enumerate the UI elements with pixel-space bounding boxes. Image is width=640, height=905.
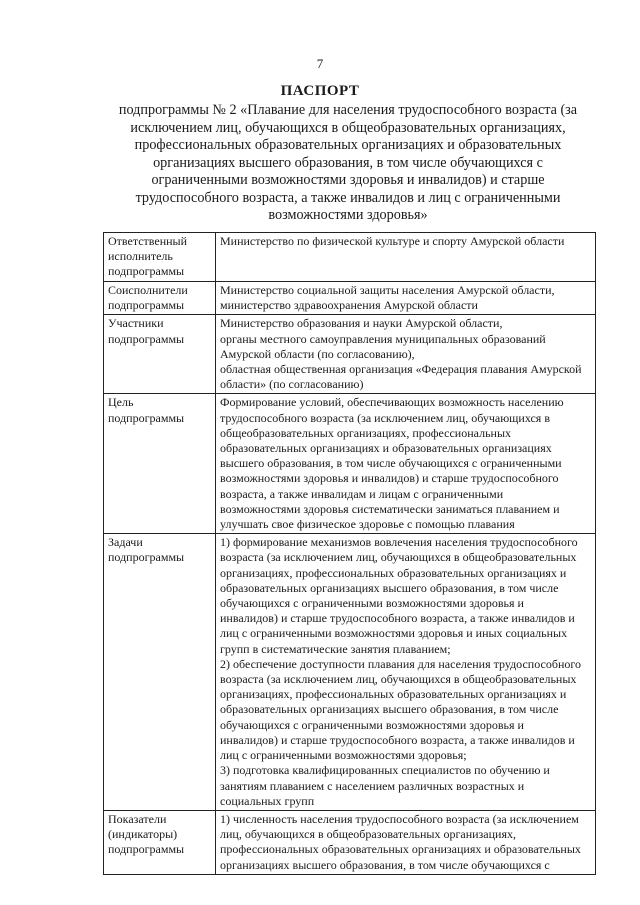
content-line: социальных групп (220, 793, 315, 808)
content-line: трудоспособного возраста (за исключением лиц, обучающихся в (220, 410, 550, 425)
row-content (216, 810, 596, 874)
content-line: возможностями здоровья систематически заниматься плаванием и (220, 501, 560, 516)
content-line: организациях, профессиональных образовательных организациях и (220, 565, 567, 580)
label-line: Соисполнители (108, 283, 188, 297)
table-row (104, 233, 596, 282)
row-label (104, 233, 216, 282)
content-line: Министерство социальной защиты населения Амурской области, (220, 283, 555, 297)
content-line: общеобразовательных организациях, профессиональных (220, 425, 512, 440)
table-row (104, 394, 596, 534)
row-label (104, 394, 216, 534)
row-content (216, 315, 596, 394)
label-line: Цель (108, 395, 134, 410)
row-label (104, 315, 216, 394)
passport-table (103, 232, 596, 875)
row-label (104, 534, 216, 811)
page-number: 7 (316, 56, 324, 71)
subtitle-line: профессиональных образовательных организациях и образовательных (134, 137, 562, 153)
content-line: групп в систематические занятия плаванием; (220, 641, 451, 656)
label-line: Показатели (108, 811, 167, 826)
table-row (104, 810, 596, 874)
row-label (104, 282, 216, 315)
content-line: органы местного самоуправления муниципальных образований (220, 331, 546, 346)
content-line: возраста, а также инвалидам и лицам с ограниченными (220, 486, 504, 501)
content-line: организациях высшего образования, в том числе обучающихся с (220, 857, 550, 872)
content-line: лиц с ограниченными возможностями здоровья; (220, 748, 467, 763)
content-line: занятиям плаванием с населением различных возрастных и (220, 778, 525, 793)
row-content (216, 534, 596, 811)
content-line: инвалидов) и старше трудоспособного возраста, а также инвалидов и (220, 611, 575, 626)
content-line: обучающихся с ограниченными возможностями здоровья и (220, 596, 524, 611)
label-line: Ответственный (108, 234, 188, 248)
label-line: подпрограммы (108, 331, 185, 346)
content-line: возможностями здоровья и инвалидов) и старше трудоспособного (220, 471, 559, 486)
label-line: подпрограммы (108, 550, 185, 565)
label-line: подпрограммы (108, 410, 185, 425)
content-line: организациях, профессиональных образовательных организациях и (220, 687, 567, 702)
content-line: возраста (за исключением лиц, обучающихся в общеобразовательных (220, 550, 577, 565)
content-line: улучшать свое физическое здоровье с помощью плавания (220, 517, 515, 532)
content-line: инвалидов) и старше трудоспособного возраста, а также инвалидов и (220, 732, 575, 747)
row-content (216, 282, 596, 315)
content-line: образовательных организациях высшего образования, в том числе (220, 580, 559, 595)
content-line: Формирование условий, обеспечивающих возможность населению (220, 395, 564, 410)
label-line: подпрограммы (108, 264, 185, 279)
content-line: образовательных организациях и образовательных организациях (220, 441, 552, 456)
label-line: подпрограммы (108, 298, 185, 313)
table-row (104, 534, 596, 811)
content-line: высшего образования, в том числе обучающихся с ограниченными (220, 456, 562, 471)
label-line: Задачи (108, 535, 143, 550)
document-title: ПАСПОРТ (280, 83, 360, 99)
row-content (216, 233, 596, 282)
table-row (104, 315, 596, 394)
subtitle-line: организациях высшего образования, в том числе обучающихся с (153, 154, 543, 171)
content-line: 1) формирование механизмов вовлечения населения трудоспособного (220, 535, 578, 550)
subtitle-line: возможностями здоровья» (268, 207, 428, 223)
row-content (216, 394, 596, 534)
subtitle-line: исключением лиц, обучающихся в общеобразовательных организациях, (130, 119, 566, 136)
subtitle-line: трудоспособного возраста, а также инвалидов и лиц с ограниченными (135, 189, 561, 206)
content-line: министерство здравоохранения Амурской области (220, 298, 478, 313)
content-line: лиц с ограниченными возможностями здоровья и иных социальных (220, 626, 568, 641)
subtitle-line: ограниченными возможностями здоровья и инвалидов) и старше (151, 172, 545, 188)
content-line: лиц, обучающихся в общеобразовательных организациях, (220, 827, 516, 842)
document-subtitle (108, 102, 588, 225)
content-line: Амурской области (по согласованию), (220, 346, 415, 361)
label-line: (индикаторы) (108, 827, 178, 842)
content-line: 1) численность населения трудоспособного возраста (за исключением (220, 811, 579, 826)
label-line: подпрограммы (108, 842, 185, 857)
row-label (104, 810, 216, 874)
content-line: Министерство образования и науки Амурской области, (220, 316, 503, 331)
label-line: исполнитель (108, 249, 173, 264)
content-line: области» (по согласованию) (220, 377, 364, 392)
subtitle-line: подпрограммы № 2 «Плавание для населения трудоспособного возраста (за (118, 102, 578, 118)
content-line: профессиональных образовательных организациях и образовательных (220, 842, 581, 857)
content-line: обучающихся с ограниченными возможностями здоровья и (220, 717, 524, 732)
label-line: Участники (108, 316, 164, 331)
content-line: 2) обеспечение доступности плавания для населения трудоспособного (220, 656, 582, 671)
table-row (104, 282, 596, 315)
content-line: Министерство по физической культуре и спорту Амурской области (220, 234, 565, 248)
content-line: образовательных организациях высшего образования, в том числе (220, 702, 559, 717)
content-line: 3) подготовка квалифицированных специалистов по обучению и (220, 763, 550, 778)
content-line: областная общественная организация «Федерация плавания Амурской (220, 362, 582, 377)
content-line: возраста (за исключением лиц, обучающихся в общеобразовательных (220, 672, 577, 687)
